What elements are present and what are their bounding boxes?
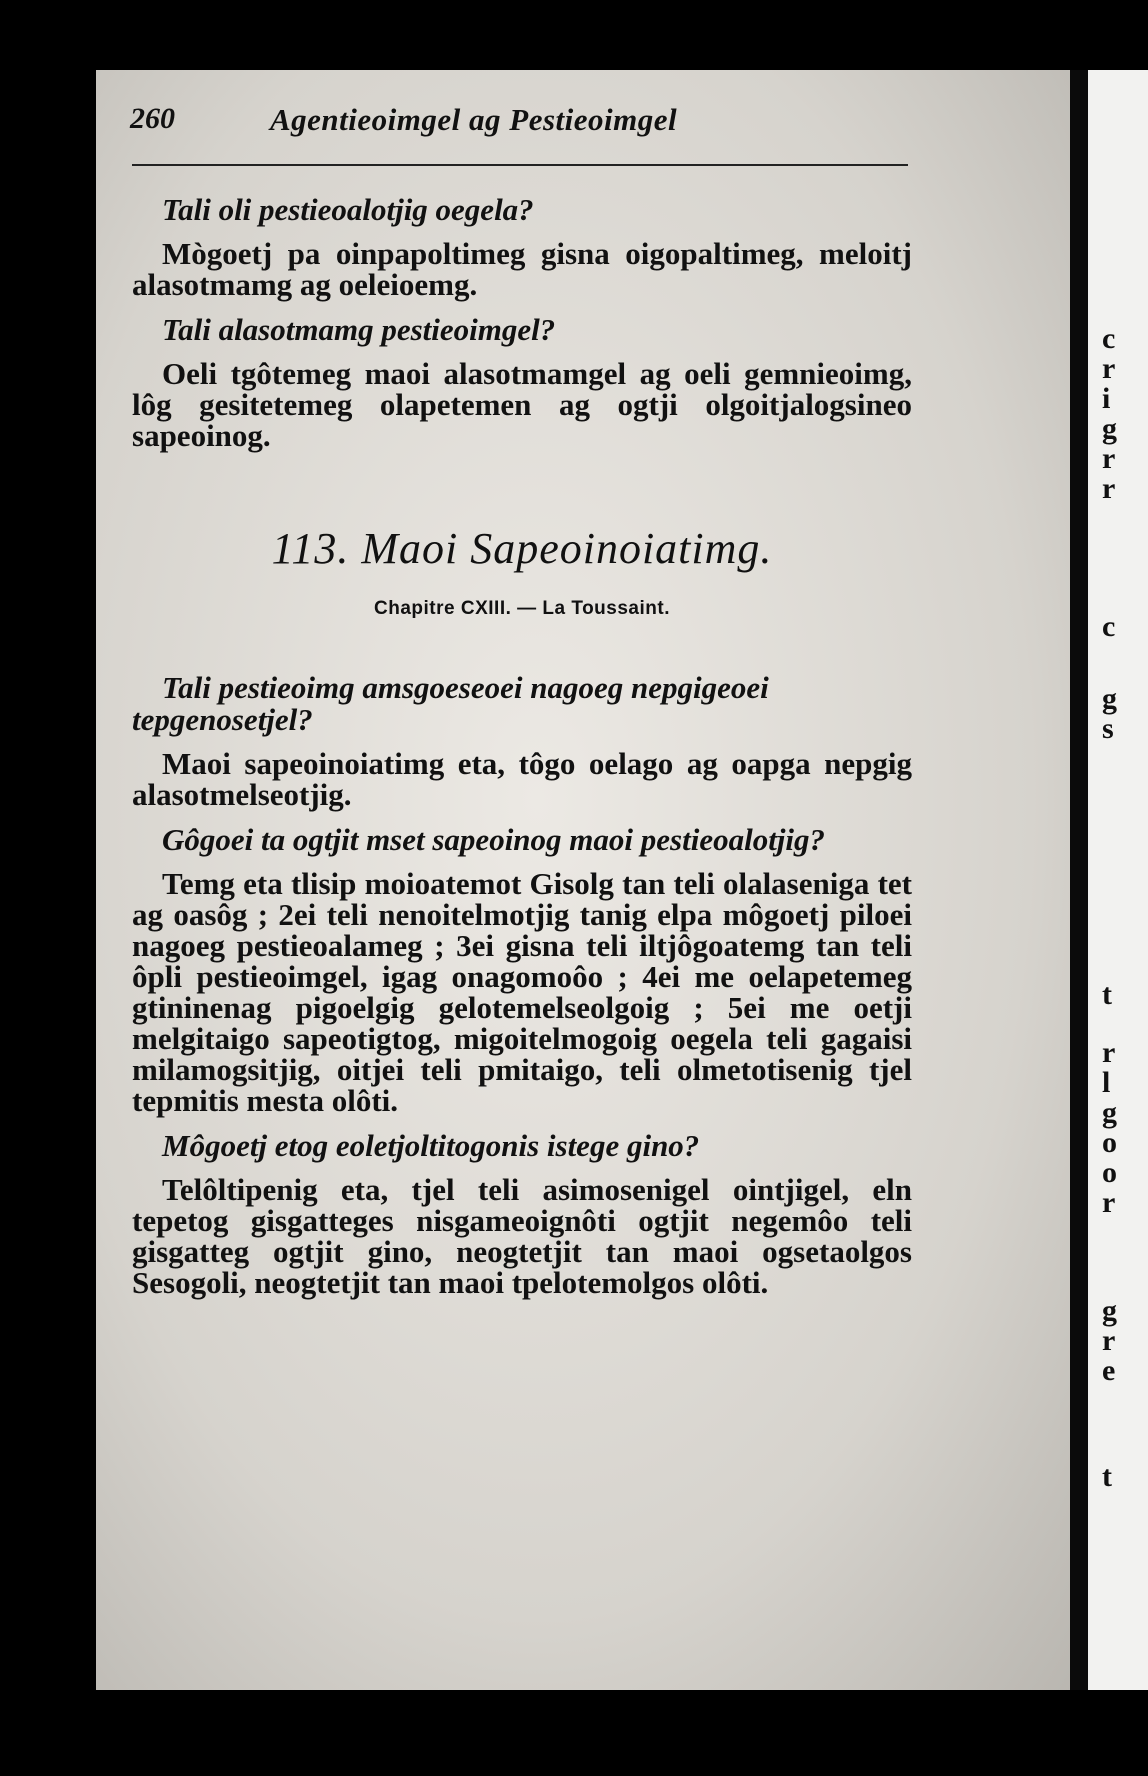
facing-page-letter: r: [1102, 1036, 1116, 1069]
facing-page-letter: i: [1102, 382, 1111, 415]
facing-page-letter: l: [1102, 1066, 1111, 1099]
catechism-question: Gôgoei ta ogtjit mset sapeoinog maoi pestieoalotjig?: [162, 822, 826, 857]
catechism-answer: Maoi sapeoinoiatimg eta, tôgo oelago ag oapga nepgig alasotmelseotjig.: [132, 746, 912, 812]
facing-page-letter: t: [1102, 978, 1112, 1011]
facing-page-letter: r: [1102, 1186, 1116, 1219]
facing-page-edge: [1088, 70, 1148, 1690]
page-number: 260: [130, 102, 175, 135]
facing-page-letter: r: [1102, 352, 1116, 385]
facing-page-letter: t: [1102, 1460, 1112, 1493]
catechism-answer: Mògoetj pa oinpapoltimeg gisna oigopaltimeg, meloitj alasotmamg ag oeleioemg.: [132, 236, 912, 302]
chapter-subtitle: Chapitre CXIII. — La Toussaint.: [374, 598, 670, 619]
header-rule: [132, 164, 908, 166]
catechism-answer: Temg eta tlisip moioatemot Gisolg tan teli olalaseniga tet ag oasôg ; 2ei teli nenoitelmotjig tanig elpa môgoetj piloei nagoeg pestieoalameg ; 3ei gisna teli iltjôgoatemg tan teli ôpli pestieoimgel, igag onagomoôo ; 4ei me oelapetemeg gtininenag pigoelgig gelotemelseolgoig ; 5ei me oetji melgitaigo sapeotigtog, migoitelmogoig oegela teli gagaisi milamogsitjig, oitjei teli pmitaigo, teli olmetotisenig tjel tepmitis mesta olôti.: [132, 866, 912, 1118]
catechism-question: Tali alasotmamg pestieoimgel?: [162, 312, 556, 347]
facing-page-letter: r: [1102, 472, 1116, 505]
facing-page-letter: o: [1102, 1156, 1117, 1189]
facing-page-letter: c: [1102, 610, 1116, 643]
running-title: Agentieoimgel ag Pestieoimgel: [270, 102, 678, 137]
facing-page-letter: g: [1102, 682, 1117, 715]
facing-page-letter: c: [1102, 322, 1116, 355]
facing-page-letter: g: [1102, 1294, 1117, 1327]
page-gutter: [1070, 70, 1088, 1690]
catechism-answer: Oeli tgôtemeg maoi alasotmamgel ag oeli gemnieoimg, lôg gesitetemeg olapetemen ag ogtji olgoitjalogsineo sapeoinog.: [132, 356, 912, 453]
facing-page-letter: s: [1102, 712, 1114, 745]
facing-page-letter: g: [1102, 412, 1117, 445]
running-header: [130, 102, 890, 152]
catechism-answer: Telôltipenig eta, tjel teli asimosenigel ointjigel, eln tepetog gisgatteges nisgameoignôti ogtjit negemôo teli gisgatteg ogtjit gino, neogtetjit tan maoi ogsetaolgos Sesogoli, neogtetjit tan maoi tpelotemolgos olôti.: [132, 1172, 912, 1300]
catechism-question: Tali pestieoimg amsgoeseoei nagoeg nepgigeoei tepgenosetjel?: [132, 670, 769, 737]
facing-page-letter: e: [1102, 1354, 1116, 1387]
facing-page-letter: g: [1102, 1096, 1117, 1129]
catechism-question: Tali oli pestieoalotjig oegela?: [162, 192, 534, 227]
chapter-heading: 113. Maoi Sapeoinoiatimg.: [271, 524, 773, 573]
facing-page-letter: r: [1102, 442, 1116, 475]
facing-page-letter: r: [1102, 1324, 1116, 1357]
catechism-question: Môgoetj etog eoletjoltitogonis istege gino?: [162, 1128, 700, 1163]
facing-page-letter: o: [1102, 1126, 1117, 1159]
page-body: [132, 194, 912, 1312]
